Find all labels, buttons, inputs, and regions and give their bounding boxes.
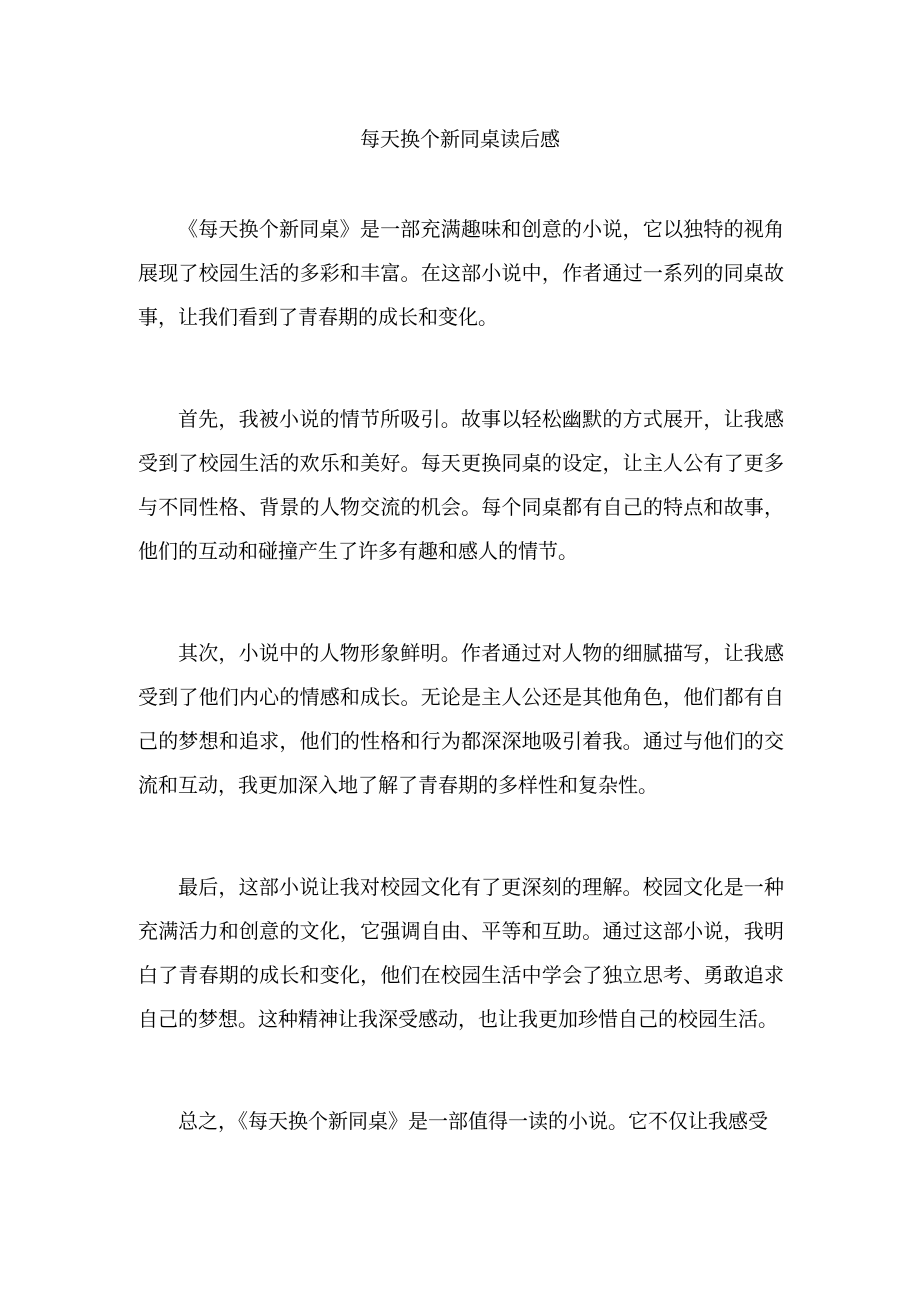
paragraph-plot: 首先，我被小说的情节所吸引。故事以轻松幽默的方式展开，让我感受到了校园生活的欢乐和美好。每天更换同桌的设定，让主人公有了更多与不同性格、背景的人物交流的机会。每个同桌都有自己的特点和故事，他们的互动和碰撞产生了许多有趣和感人的情节。 [138, 407, 784, 563]
paragraph-campus-culture: 最后，这部小说让我对校园文化有了更深刻的理解。校园文化是一种充满活力和创意的文化，它强调自由、平等和互助。通过这部小说，我明白了青春期的成长和变化，他们在校园生活中学会了独立思考、勇敢追求自己的梦想。这种精神让我深受感动，也让我更加珍惜自己的校园生活。 [138, 875, 784, 1031]
paragraph-intro: 《每天换个新同桌》是一部充满趣味和创意的小说，它以独特的视角展现了校园生活的多彩和丰富。在这部小说中，作者通过一系列的同桌故事，让我们看到了青春期的成长和变化。 [138, 217, 784, 329]
document-title: 每天换个新同桌读后感 [360, 127, 560, 151]
paragraph-conclusion: 总之，《每天换个新同桌》是一部值得一读的小说。它不仅让我感受 [178, 1109, 768, 1133]
paragraph-characters: 其次，小说中的人物形象鲜明。作者通过对人物的细腻描写，让我感受到了他们内心的情感和成长。无论是主人公还是其他角色，他们都有自己的梦想和追求，他们的性格和行为都深深地吸引着我。通过与他们的交流和互动，我更加深入地了解了青春期的多样性和复杂性。 [138, 641, 784, 797]
